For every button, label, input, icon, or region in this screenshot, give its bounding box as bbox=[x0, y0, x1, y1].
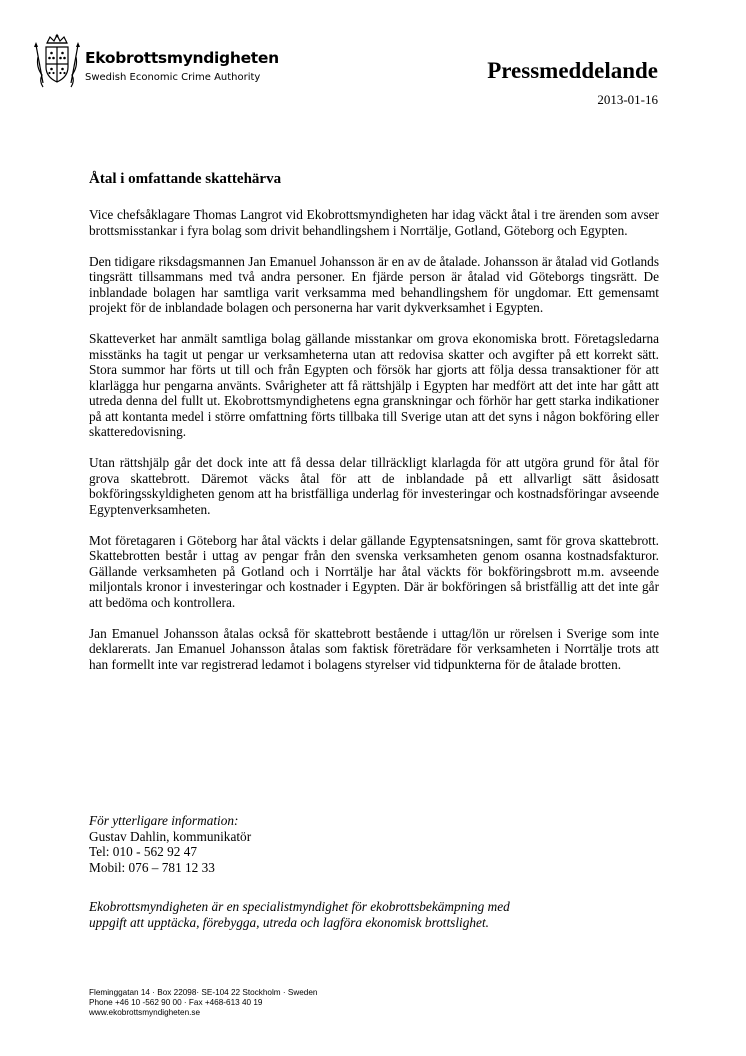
about-line: Ekobrottsmyndigheten är en specialistmyndighet för ekobrottsbekämpning med bbox=[89, 899, 510, 914]
footer bbox=[89, 988, 317, 1017]
about-statement bbox=[89, 899, 609, 931]
paragraph: Utan rättshjälp går det dock inte att få dessa delar tillräckligt klarlagda för att utgöra grund för åtal för grova skattebrott. Däremot väcks åtal för att de inblandade på ett allvarligt sätt åsidosatt bokföringsskyldigheten genom att ha bristfälliga underlag för investeringar och kostnadsföringar avseende Egyptenverksamheten. bbox=[89, 455, 659, 517]
footer-phone: Phone +46 10 -562 90 00 · Fax +468-613 40 19 bbox=[89, 997, 263, 1007]
contact-heading: För ytterligare information: bbox=[89, 813, 239, 828]
paragraph: Mot företagaren i Göteborg har åtal väckts i delar gällande Egyptensatsningen, samt för grova skattebrott. Skattebrotten består i uttag av pengar från den svenska verksamheten genom osanna kostnadsfakturor. Gällande verksamheten på Gotland och i Norrtälje har åtal väckts för bokföringsbrott m.m. avseende miljontals kronor i investeringar och kostnader i Egypten. Där är bokföringen så bristfällig att det inte går att bedöma och kontrollera. bbox=[89, 532, 659, 610]
org-subtitle: Swedish Economic Crime Authority bbox=[85, 72, 261, 83]
logo bbox=[33, 33, 279, 93]
document-type: Pressmeddelande bbox=[487, 58, 658, 83]
footer-address: Fleminggatan 14 · Box 22098· SE-104 22 Stockholm · Sweden bbox=[89, 988, 318, 997]
contact-mobile: Mobil: 076 – 781 12 33 bbox=[89, 859, 215, 875]
document-date: 2013-01-16 bbox=[597, 92, 658, 107]
headline: Åtal i omfattande skattehärva bbox=[89, 171, 282, 187]
paragraph: Skatteverket har anmält samtliga bolag gällande misstankar om grova ekonomiska brott. Företagsledarna misstänks ha tagit ut pengar ur verksamheterna utan att redovisa skatter och avgifter på ett korrekt sätt. Stora summor har förts ut till och från Egypten och försök har gjorts att följa dessa transaktioner för att klarlägga hur pengarna använts. Svårigheter att få rättshjälp i Egypten har medfört att det inte har gått att utreda denna del fullt ut. Ekobrottsmyndighetens egna granskningar och förhör har gett starka indikationer på att kontanta medel i större omfattning förts tillbaka till Sverige utan att det syns i någon bokföring eller skatteredovisning. bbox=[89, 331, 659, 439]
article-body bbox=[89, 170, 659, 688]
contact-block bbox=[89, 813, 251, 875]
org-name: Ekobrottsmyndigheten bbox=[85, 49, 279, 67]
footer-website: www.ekobrottsmyndigheten.se bbox=[89, 1007, 201, 1017]
coat-of-arms-icon bbox=[33, 33, 81, 93]
contact-phone: Tel: 010 - 562 92 47 bbox=[89, 844, 198, 859]
paragraph: Vice chefsåklagare Thomas Langrot vid Ekobrottsmyndigheten har idag väckt åtal i tre ärenden som avser brottsmisstankar i fyra bolag som drivit behandlingshem i Norrtälje, Gotland, Göteborg och Egypten. bbox=[89, 207, 659, 238]
about-line: uppgift att upptäcka, förebygga, utreda och lagföra ekonomisk brottslighet. bbox=[89, 915, 489, 930]
contact-name: Gustav Dahlin, kommunikatör bbox=[89, 828, 252, 844]
paragraph: Jan Emanuel Johansson åtalas också för skattebrott bestående i uttag/lön ur rörelsen i Sverige som inte deklarerats. Jan Emanuel Johansson åtalas som faktisk företrädare för verksamheten i Norrtälje trots att han formellt inte var registrerad ledamot i bolagens styrelser vid tidpunkterna för de åtalade brotten. bbox=[89, 625, 659, 672]
paragraph: Den tidigare riksdagsmannen Jan Emanuel Johansson är en av de åtalade. Johansson är åtalad vid Gotlands tingsrätt tillsammans med två andra personer. En fjärde person är åtalad vid Göteborgs tingsrätt. De inblandade bolagen har samtliga varit verksamma med behandlingshem för ungdomar. Ett gemensamt projekt för de inblandade bolagen och personerna har varit dykverksamhet i Egypten. bbox=[89, 253, 659, 315]
